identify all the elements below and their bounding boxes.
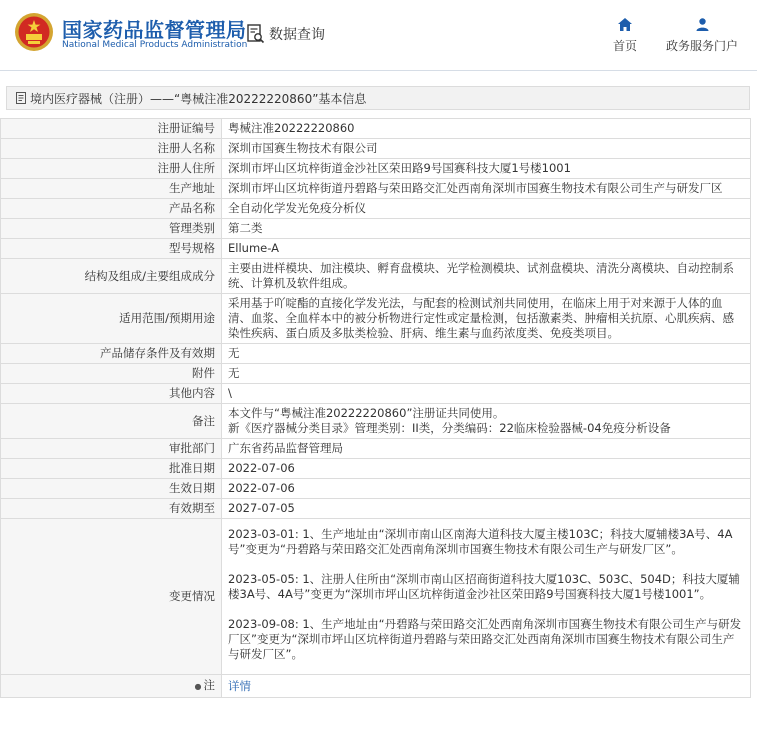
field-label: 其他内容 [1, 384, 222, 404]
field-label: 产品名称 [1, 199, 222, 219]
field-value: 采用基于吖啶酯的直接化学发光法，与配套的检测试剂共同使用，在临床上用于对来源于人体的血清、血浆、全血样本中的被分析物进行定性或定量检测，包括激素类、肿瘤相关抗原、心肌疾病、感染性疾病、蛋白质及多肽类检验、肝病、维生素与血药浓度类、免疫类项目。 [222, 294, 751, 344]
table-row [1, 404, 751, 439]
table-row [1, 479, 751, 499]
field-value: 全自动化学发光免疫分析仪 [222, 199, 751, 219]
breadcrumb [6, 86, 750, 110]
field-label: 生产地址 [1, 179, 222, 199]
table-row [1, 294, 751, 344]
field-label: 附件 [1, 364, 222, 384]
field-value: 无 [222, 364, 751, 384]
table-row-changes [1, 519, 751, 675]
field-value: 无 [222, 344, 751, 364]
field-label: 注册人住所 [1, 159, 222, 179]
note-label: 注 [203, 678, 215, 692]
field-label: 产品储存条件及有效期 [1, 344, 222, 364]
note-label-cell [1, 675, 222, 698]
field-label: 批准日期 [1, 459, 222, 479]
change-entry: 2023-03-01: 1、生产地址由“深圳市南山区南海大道科技大厦主楼103C；科技大厦辅楼3A号、4A号”变更为“丹碧路与荣田路交汇处西南角深圳市国赛生物技术有限公司生产与研发厂区”。 [228, 527, 733, 556]
table-row [1, 139, 751, 159]
field-value: 第二类 [222, 219, 751, 239]
table-row [1, 179, 751, 199]
note-value [222, 675, 751, 698]
field-value: 广东省药品监督管理局 [222, 439, 751, 459]
field-value: 深圳市国赛生物技术有限公司 [222, 139, 751, 159]
document-icon [15, 92, 27, 104]
national-emblem-icon [14, 12, 54, 52]
field-value: \ [222, 384, 751, 404]
table-row [1, 344, 751, 364]
field-label: 管理类别 [1, 219, 222, 239]
table-row [1, 364, 751, 384]
table-row [1, 499, 751, 519]
field-label: 有效期至 [1, 499, 222, 519]
change-entry: 2023-09-08: 1、生产地址由“丹碧路与荣田路交汇处西南角深圳市国赛生物技术有限公司生产与研发厂区”变更为“深圳市坪山区坑梓街道丹碧路与荣田路交汇处西南角深圳市国赛生物技术有限公司生产与研发厂区”。 [228, 617, 742, 661]
table-row [1, 119, 751, 139]
home-icon [618, 18, 632, 31]
field-label: 生效日期 [1, 479, 222, 499]
table-row [1, 259, 751, 294]
data-query-label: 数据查询 [269, 27, 325, 43]
field-value: 2022-07-06 [222, 479, 751, 499]
field-label: 型号规格 [1, 239, 222, 259]
nav-home[interactable] [610, 18, 640, 54]
field-value: 2022-07-06 [222, 459, 751, 479]
field-label: 变更情况 [1, 519, 222, 675]
pin-icon: ● [194, 682, 202, 691]
table-row-note [1, 675, 751, 698]
field-label: 适用范围/预期用途 [1, 294, 222, 344]
field-value: 2027-07-05 [222, 499, 751, 519]
field-value: 深圳市坪山区坑梓街道金沙社区荣田路9号国赛科技大厦1号楼1001 [222, 159, 751, 179]
nav-gov-label: 政务服务门户 [665, 39, 738, 53]
field-label: 注册人名称 [1, 139, 222, 159]
field-value: 深圳市坪山区坑梓街道丹碧路与荣田路交汇处西南角深圳市国赛生物技术有限公司生产与研发厂区 [222, 179, 751, 199]
user-icon [696, 18, 709, 31]
field-label: 备注 [1, 404, 222, 439]
nav-home-label: 首页 [612, 39, 637, 53]
field-label: 结构及组成/主要组成成分 [1, 259, 222, 294]
change-entry: 2023-05-05: 1、注册人住所由“深圳市南山区招商街道科技大厦103C、503C、504D；科技大厦辅楼3A号、4A号”变更为“深圳市坪山区坑梓街道金沙社区荣田路9号国赛科技大厦1号楼1001”。 [228, 572, 740, 601]
field-value: Ellume-A [222, 239, 751, 259]
table-row [1, 199, 751, 219]
device-info-table [0, 118, 751, 698]
field-value: 主要由进样模块、加注模块、孵育盘模块、光学检测模块、试剂盘模块、清洗分离模块、自动控制系统、计算机及软件组成。 [222, 259, 751, 294]
field-label: 注册证编号 [1, 119, 222, 139]
breadcrumb-text: 境内医疗器械（注册）——“粤械注准20222220860”基本信息 [30, 91, 367, 106]
field-value-line: 本文件与“粤械注准20222220860”注册证共同使用。 [228, 406, 505, 420]
table-row [1, 219, 751, 239]
document-search-icon [247, 24, 265, 44]
nav-gov-service[interactable] [660, 18, 744, 54]
table-row [1, 384, 751, 404]
site-header [0, 0, 757, 71]
table-row [1, 159, 751, 179]
field-value: 粤械注准20222220860 [222, 119, 751, 139]
details-link[interactable]: 详情 [228, 678, 251, 693]
table-row [1, 459, 751, 479]
change-history [222, 519, 751, 675]
field-value-line: 新《医疗器械分类目录》管理类别：II类，分类编码：22临床检验器械-04免疫分析设备 [228, 421, 671, 435]
table-row [1, 439, 751, 459]
field-value [222, 404, 751, 439]
site-name-en: National Medical Products Administration [62, 40, 248, 50]
data-query-link[interactable] [247, 24, 325, 44]
table-row [1, 239, 751, 259]
field-label: 审批部门 [1, 439, 222, 459]
site-name-cn[interactable]: 国家药品监督管理局 [62, 18, 247, 42]
